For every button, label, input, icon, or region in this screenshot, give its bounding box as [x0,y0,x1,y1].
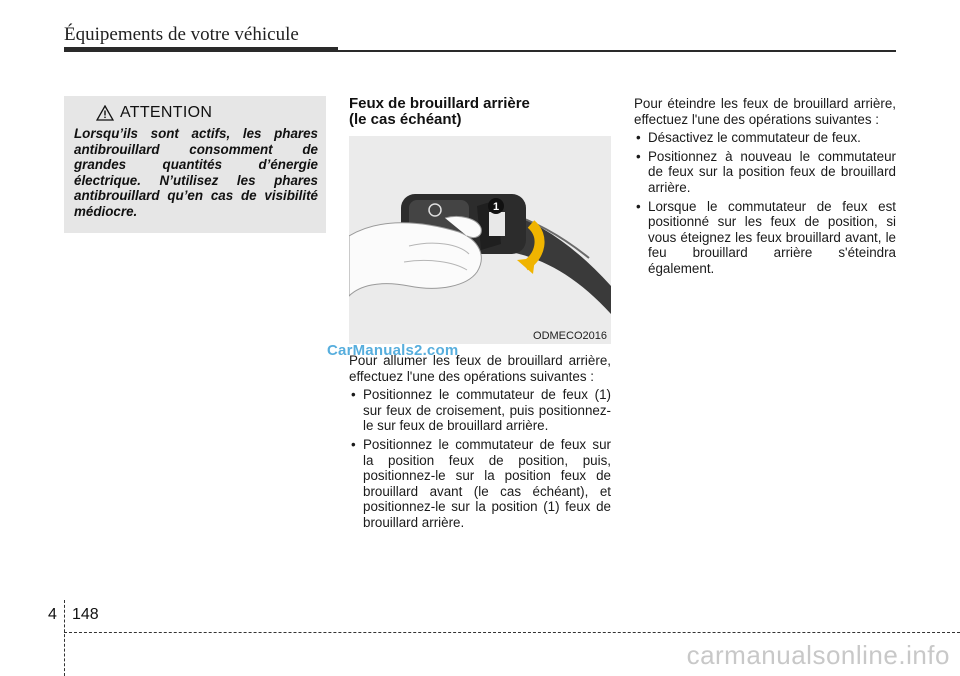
light-switch-figure [349,136,611,344]
list-item: • Positionnez le commutateur de feux (1) sur feux de croisement, puis positionnez-le sur feux de brouillard arrière. [349,387,611,434]
footer-vertical-rule [64,600,65,676]
attention-header [96,104,318,122]
middle-bullet-list [349,387,611,530]
attention-body: Lorsqu’ils sont actifs, les phares antibrouillard consomment de grandes quantités d’énergie électrique. N’utilisez les phares antibrouillard qu’en cas de visibilité médiocre. [74,126,318,219]
section-title [349,96,611,128]
middle-column [349,353,611,534]
section-title-line2: (le cas échéant) [349,111,462,128]
watermark-text: CarManuals2.com [327,342,459,359]
callout-1-marker [488,198,504,214]
list-item: • Positionnez à nouveau le commutateur de feux sur la position feux de brouillard arrière. [634,149,896,196]
page-header-title: Équipements de votre véhicule [64,24,299,45]
list-item: • Positionnez le commutateur de feux sur la position feux de position, puis, positionnez-le sur la position feux de brouillard avant (le cas échéant), et positionnez-le sur la position (1) feux de brouillard arrière. [349,437,611,531]
attention-title: ATTENTION [120,104,213,121]
page-number: 148 [72,606,99,623]
warning-triangle-icon [96,105,114,121]
light-switch-illustration [349,136,611,344]
list-item: • Lorsque le commutateur de feux est positionné sur les feux de position, si vous éteignez les feux brouillard avant, le feu brouillard arrière s'éteindra également. [634,199,896,277]
right-intro: Pour éteindre les feux de brouillard arrière, effectuez l'une des opérations suivantes : [634,96,896,127]
middle-intro: Pour allumer les feux de brouillard arrière, effectuez l'une des opérations suivantes : [349,353,611,384]
footer-site-watermark: carmanualsonline.info [686,640,950,670]
attention-box [64,96,326,233]
right-column [634,96,896,280]
right-bullet-list [634,130,896,276]
figure-code: ODMECO2016 [533,330,607,342]
chapter-number: 4 [48,606,57,623]
list-item: • Désactivez le commutateur de feux. [634,130,896,146]
section-title-line1: Feux de brouillard arrière [349,95,530,112]
callout-1-label: 1 [492,201,500,213]
header-rule-thin [338,50,896,52]
footer-horizontal-rule [64,632,960,633]
header-rule [64,47,338,52]
